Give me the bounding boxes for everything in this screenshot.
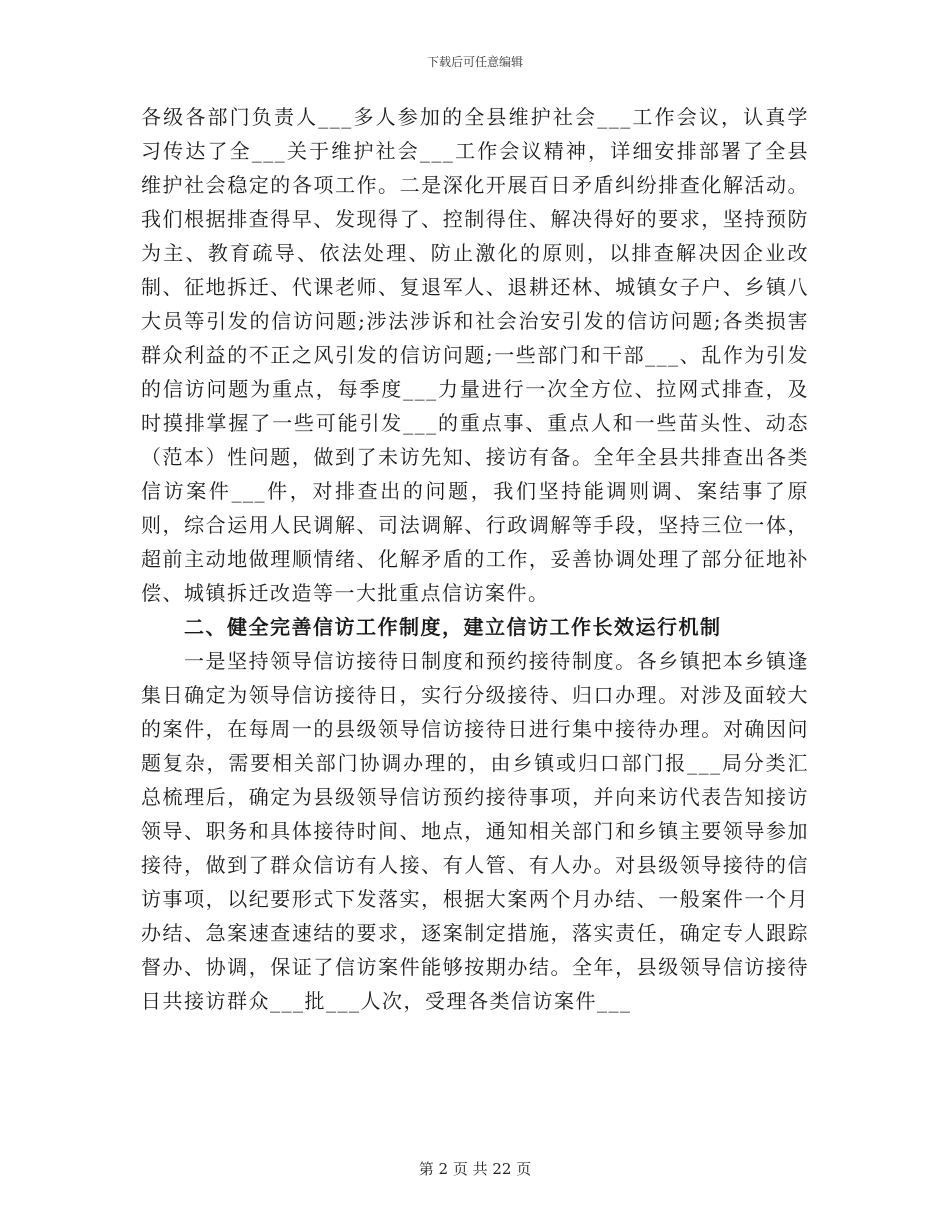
page-header-note: 下载后可任意编辑 — [426, 55, 523, 69]
page-number-footer: 第 2 页 共 22 页 — [418, 1160, 532, 1178]
paragraph-section-2: 一是坚持领导信访接待日制度和预约接待制度。各乡镇把本乡镇逢集日确定为领导信访接待日，实行分级接待、归口办理。对涉及面较大的案件，在每周一的县级领导信访接待日进行集中接待办理。对确因问题复杂，需要相关部门协调办理的，由乡镇或归口部门报___局分类汇总梳理后，确定为县级领导信访预约接待事项，并向来访代表告知接访领导、职务和具体接待时间、地点，通知相关部门和乡镇主要领导参加接待，做到了群众信访有人接、有人管、有人办。对县级领导接待的信访事项，以纪要形式下发落实，根据大案两个月办结、一般案件一个月办结、急案速查速结的要求，逐案制定措施，落实责任，确定专人跟踪督办、协调，保证了信访案件能够按期办结。全年，县级领导信访接待日共接访群众___批___人次，受理各类信访案件___ — [141, 649, 809, 1013]
section-heading: 二、健全完善信访工作制度，建立信访工作长效运行机制 — [184, 615, 722, 639]
paragraph-continued: 各级各部门负责人___多人参加的全县维护社会___工作会议，认真学习传达了全___关于维护社会___工作会议精神，详细安排部署了全县维护社会稳定的各项工作。二是深化开展百日矛盾纠纷排查化解活动。我们根据排查得早、发现得了、控制得住、解决得好的要求，坚持预防为主、教育疏导、依法处理、防止激化的原则，以排查解决因企业改制、征地拆迁、代课老师、复退军人、退耕还林、城镇女子户、乡镇八大员等引发的信访问题;涉法涉诉和社会治安引发的信访问题;各类损害群众利益的不正之风引发的信访问题;一些部门和干部___、乱作为引发的信访问题为重点，每季度___力量进行一次全方位、拉网式排查，及时摸排掌握了一些可能引发___的重点事、重点人和一些苗头性、动态（范本）性问题，做到了未访先知、接访有备。全年全县共排查出各类信访案件___件，对排查出的问题，我们坚持能调则调、案结事了原则，综合运用人民调解、司法调解、行政调解等手段，坚持三位一体，超前主动地做理顺情绪、化解矛盾的工作，妥善协调处理了部分征地补偿、城镇拆迁改造等一大批重点信访案件。 — [141, 105, 809, 605]
document-body — [141, 100, 809, 1018]
